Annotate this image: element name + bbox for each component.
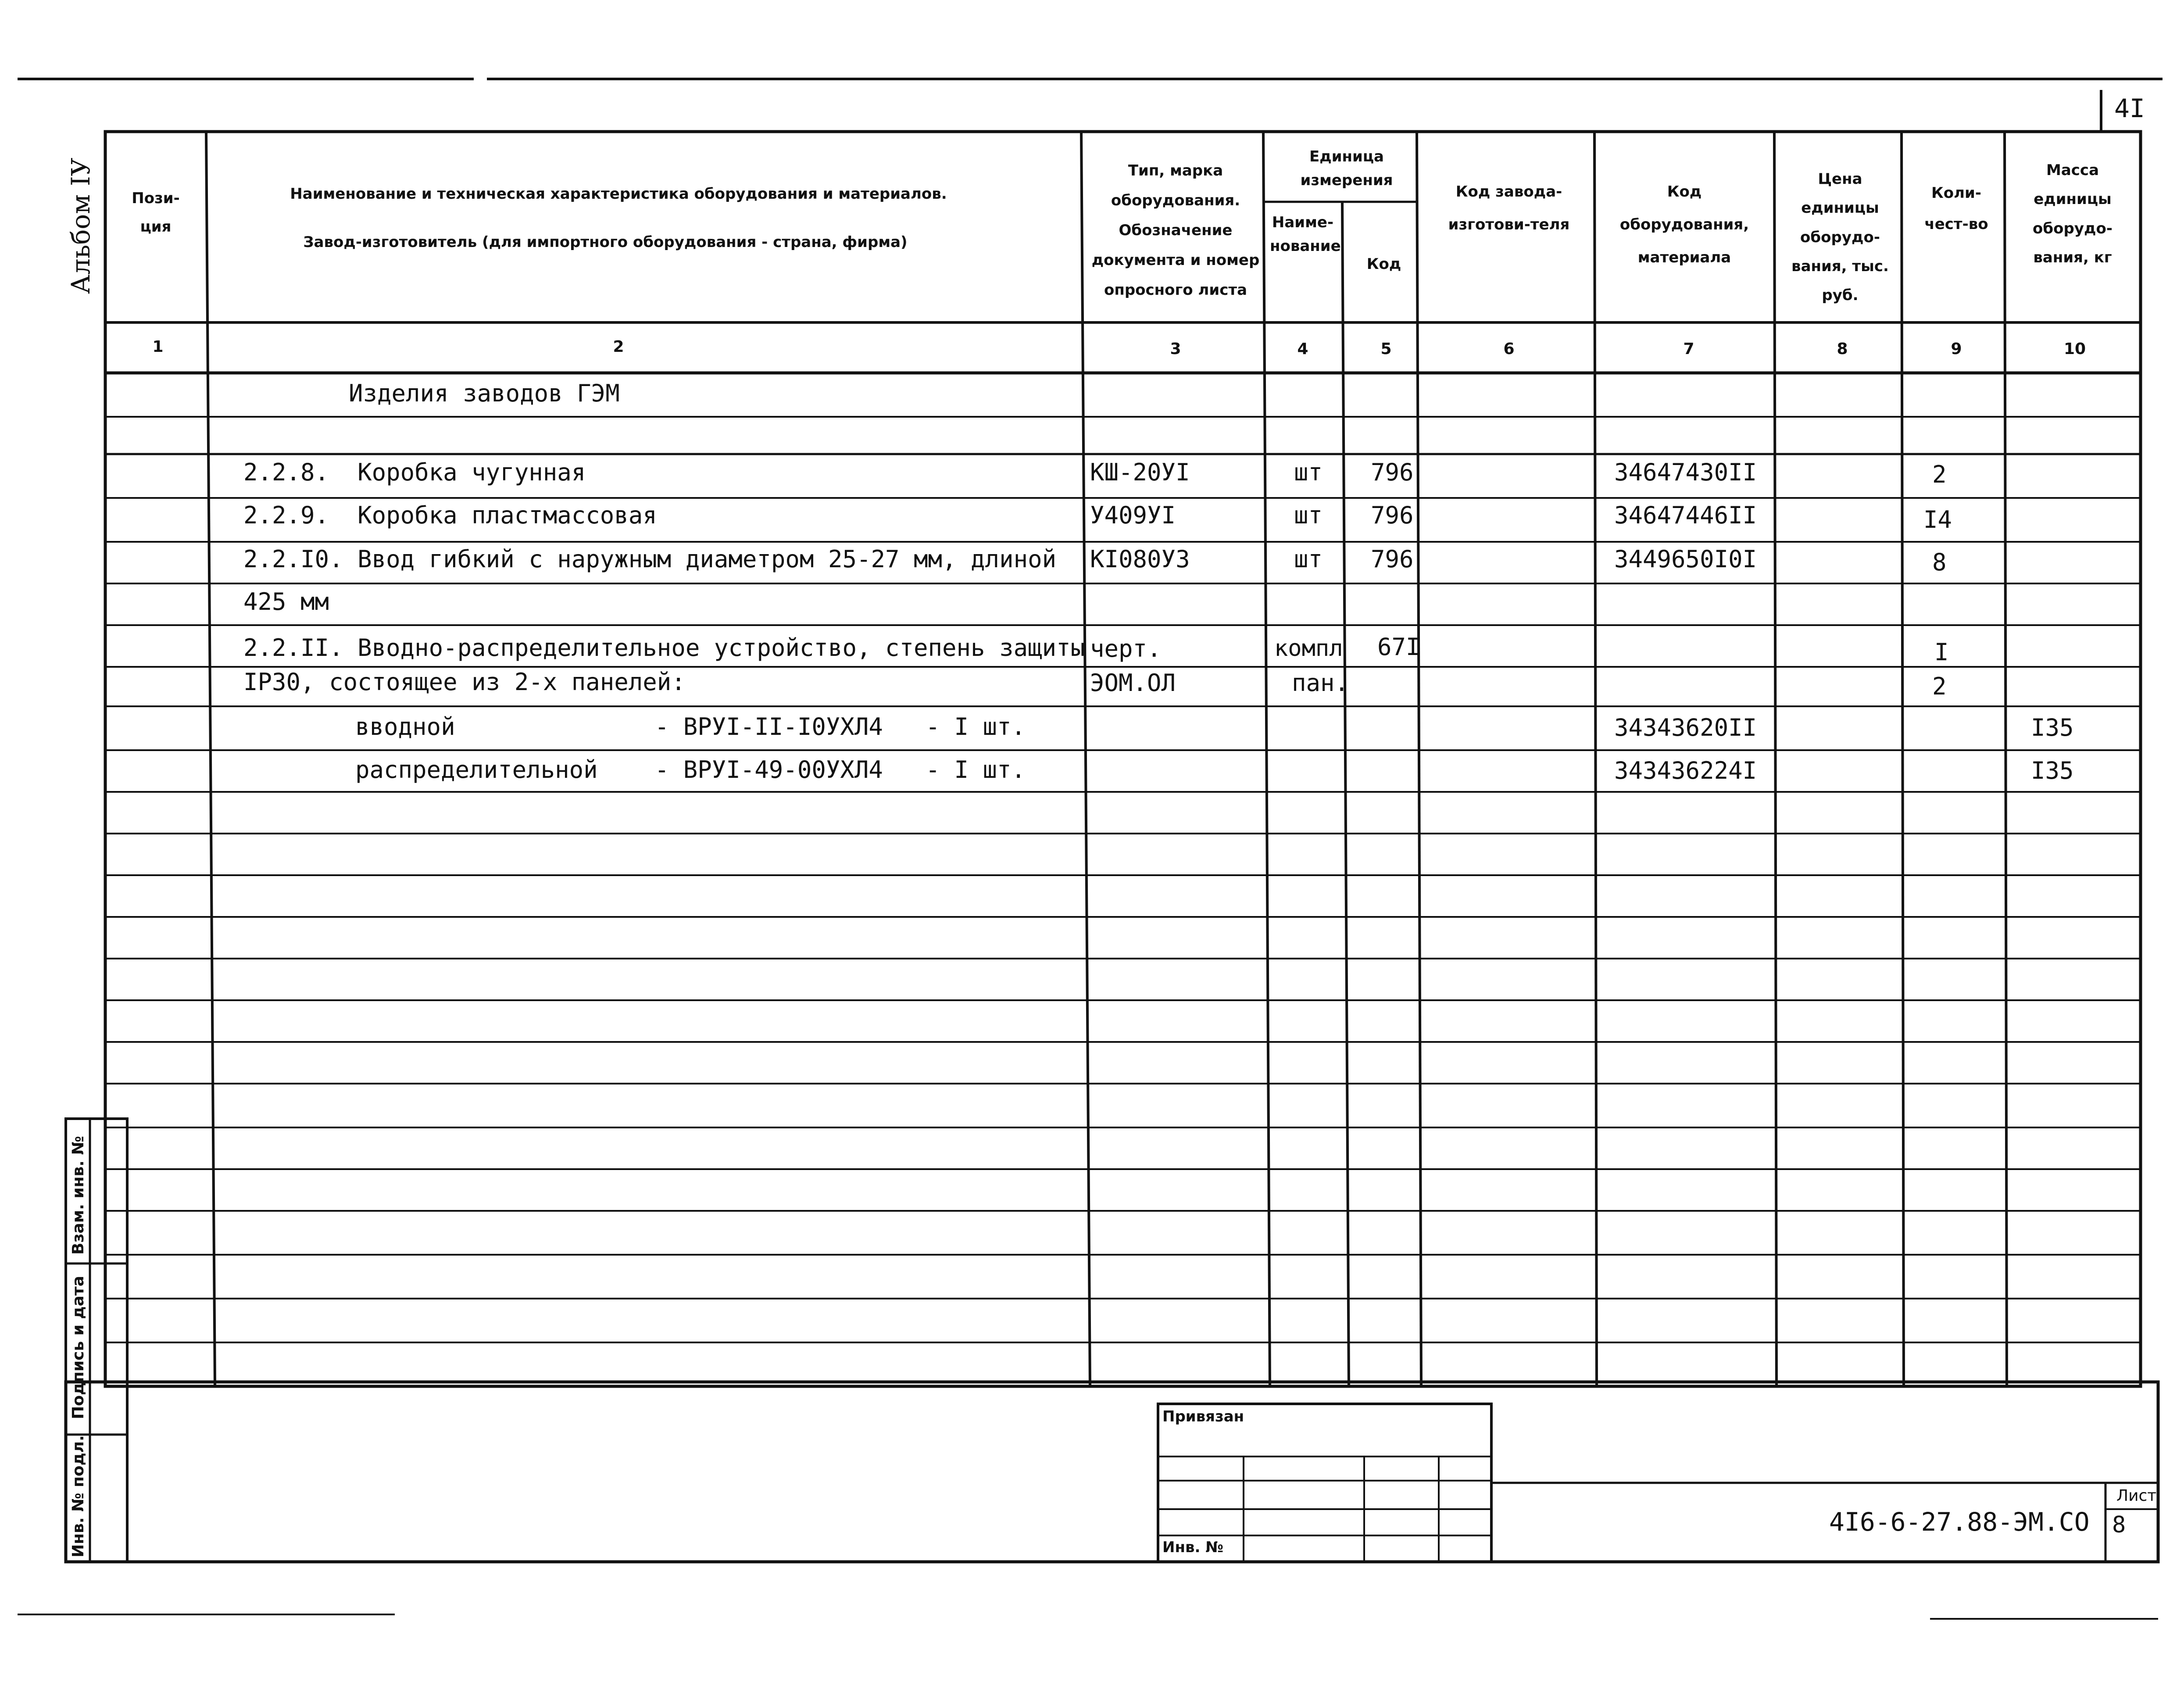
- row-unit-code: 67I: [1377, 633, 1420, 661]
- row-type: ЭОМ.ОЛ: [1090, 669, 1176, 697]
- col-number-6: 6: [1503, 340, 1515, 358]
- header-unit-code: Код: [1366, 255, 1401, 273]
- row-unit: компл: [1274, 635, 1343, 662]
- row-unit-code: 796: [1371, 501, 1414, 529]
- row-type: КШ-20УI: [1090, 458, 1190, 486]
- row-mass: I35: [2031, 714, 2074, 741]
- header-mass: Масса единицы оборудо-вания, кг: [2033, 161, 2113, 266]
- row-equip-code: 3449650I0I: [1614, 545, 1757, 573]
- header-name-line2: Завод-изготовитель (для импортного оборудования - страна, фирма): [303, 233, 908, 251]
- col-number-2: 2: [613, 338, 624, 356]
- stamp-inv-podl: Инв. № подл.: [69, 1435, 87, 1557]
- row-type: черт.: [1090, 635, 1162, 662]
- album-label: Альбом IУ: [66, 157, 96, 294]
- section-title: Изделия заводов ГЭМ: [349, 379, 620, 407]
- row-name: 2.2.I0. Ввод гибкий с наружным диаметром 25-27 мм, длиной: [243, 545, 1057, 573]
- row-equip-code: 34343620II: [1614, 714, 1757, 741]
- row-mass: I35: [2031, 757, 2074, 784]
- header-unit-name: Наиме-нование: [1270, 214, 1341, 255]
- row-unit-code: 796: [1371, 458, 1414, 486]
- row-unit: шт: [1294, 545, 1323, 573]
- sheet-number: 4I: [2114, 93, 2145, 123]
- row-qty: 8: [1932, 548, 1947, 576]
- row-type: КI080У3: [1090, 545, 1190, 573]
- row-name: IP30, состоящее из 2-х панелей:: [243, 668, 686, 696]
- header-position: Пози-ция: [132, 190, 180, 236]
- row-qty: 2: [1932, 461, 1947, 488]
- row-unit: шт: [1294, 501, 1323, 529]
- header-type: Тип, марка оборудования. Обозначение документа и номер опросного листа: [1091, 162, 1260, 299]
- row-name: 2.2.II. Вводно-распределительное устройство, степень защиты: [243, 634, 1085, 662]
- row-name: 425 мм: [243, 588, 329, 616]
- row-qty: I4: [1923, 506, 1952, 533]
- col-number-4: 4: [1297, 340, 1308, 358]
- stamp-podpis: Подпись и дата: [69, 1276, 87, 1419]
- row-unit: шт: [1294, 458, 1323, 486]
- header-quantity: Коли-чест-во: [1924, 184, 1988, 233]
- row-equip-code: 34647446II: [1614, 501, 1757, 529]
- row-name: 2.2.9. Коробка пластмассовая: [243, 501, 657, 529]
- list-label: Лист: [2116, 1487, 2157, 1505]
- list-number: 8: [2112, 1512, 2126, 1538]
- col-number-7: 7: [1683, 340, 1694, 358]
- row-equip-code: 34647430II: [1614, 458, 1757, 486]
- row-name: вводной - ВРУI-II-I0УХЛ4 - I шт.: [355, 713, 1026, 741]
- row-qty: 2: [1932, 673, 1947, 700]
- col-number-8: 8: [1837, 340, 1848, 358]
- col-number-5: 5: [1380, 340, 1392, 358]
- header-equip-code: Код оборудования, материала: [1619, 183, 1749, 266]
- row-name: 2.2.8. Коробка чугунная: [243, 458, 586, 486]
- row-unit-code: 796: [1371, 545, 1414, 573]
- row-equip-code: 343436224I: [1614, 757, 1757, 784]
- binding-inv: Инв. №: [1162, 1539, 1224, 1556]
- row-type: У409УI: [1090, 501, 1176, 529]
- header-unit-group: Единица измерения: [1300, 148, 1393, 190]
- row-name: распределительной - ВРУI-49-00УХЛ4 - I шт.: [355, 756, 1026, 784]
- col-number-3: 3: [1170, 340, 1181, 358]
- row-unit: пан.: [1292, 669, 1349, 697]
- document-code: 4I6-6-27.88-ЭМ.СО: [1829, 1507, 2090, 1537]
- stamp-vzam: Взам. инв. №: [69, 1136, 87, 1255]
- header-price: Цена единицы оборудо-вания, тыс. руб.: [1791, 170, 1889, 304]
- header-maker-code: Код завода-изготови-теля: [1448, 183, 1570, 233]
- col-number-10: 10: [2063, 340, 2086, 358]
- col-number-9: 9: [1951, 340, 1962, 358]
- col-number-1: 1: [152, 338, 164, 356]
- row-qty: I: [1934, 638, 1949, 666]
- header-name-line1: Наименование и техническая характеристика оборудования и материалов.: [290, 185, 947, 203]
- binding-title: Привязан: [1162, 1408, 1244, 1425]
